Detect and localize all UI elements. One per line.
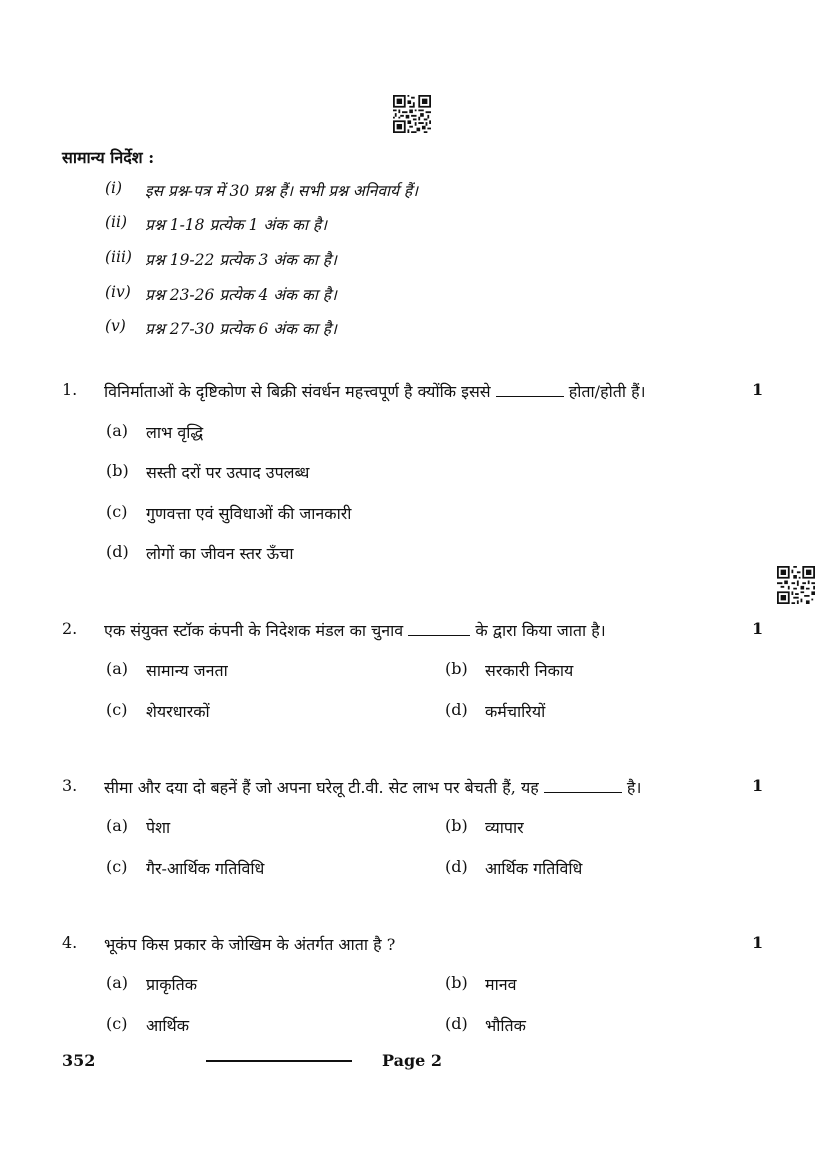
question-text	[104, 380, 646, 402]
instruction-text: प्रश्न 19-22 प्रत्येक 3 अंक का है।	[145, 251, 337, 269]
general-instructions-title: सामान्य निर्देश :	[62, 148, 155, 167]
option-letter: (c)	[106, 700, 128, 719]
option-text: मानव	[485, 975, 517, 994]
option-text: गैर-आर्थिक गतिविधि	[146, 859, 265, 878]
option-text: सामान्य जनता	[146, 661, 228, 680]
answer-blank	[496, 382, 564, 397]
option-letter: (b)	[106, 461, 129, 480]
option-item	[106, 816, 170, 838]
instruction-item	[105, 248, 337, 270]
question-text	[104, 776, 641, 798]
page-number: Page 2	[382, 1051, 443, 1070]
instruction-number: (v)	[105, 317, 126, 335]
option-item	[106, 1014, 189, 1036]
instruction-number: (iii)	[105, 248, 132, 266]
option-item	[106, 857, 264, 879]
instruction-text: प्रश्न 1-18 प्रत्येक 1 अंक का है।	[145, 216, 328, 234]
question-text-after: होता/होती हैं।	[568, 382, 646, 401]
option-letter: (d)	[445, 857, 468, 876]
instruction-number: (ii)	[105, 213, 128, 231]
option-item	[445, 700, 545, 722]
option-letter: (a)	[106, 816, 129, 835]
question-number: 2.	[62, 619, 78, 638]
option-text: कर्मचारियों	[485, 702, 546, 721]
instruction-item	[105, 283, 337, 305]
option-letter: (a)	[106, 421, 129, 440]
question-marks: 1	[752, 380, 764, 399]
answer-blank	[544, 778, 622, 793]
instruction-text: प्रश्न 27-30 प्रत्येक 6 अंक का है।	[145, 320, 337, 338]
instruction-text: प्रश्न 23-26 प्रत्येक 4 अंक का है।	[145, 286, 337, 304]
qr-code-side	[777, 566, 815, 604]
question-text-before: भूकंप किस प्रकार के जोखिम के अंतर्गत आता है ?	[104, 935, 396, 954]
instruction-item	[105, 213, 327, 235]
option-item	[445, 659, 573, 681]
option-letter: (d)	[106, 542, 129, 561]
option-item	[106, 659, 228, 681]
option-letter: (b)	[445, 659, 468, 678]
question-text	[104, 619, 606, 641]
option-text: पेशा	[146, 818, 171, 837]
question-number: 1.	[62, 380, 78, 399]
option-text: गुणवत्ता एवं सुविधाओं की जानकारी	[146, 504, 352, 523]
question-number: 3.	[62, 776, 78, 795]
option-text: सस्ती दरों पर उत्पाद उपलब्ध	[146, 463, 310, 482]
instruction-item	[105, 317, 337, 339]
option-item	[106, 502, 351, 524]
option-item	[445, 816, 524, 838]
option-letter: (d)	[445, 1014, 468, 1033]
answer-blank	[408, 621, 470, 636]
option-item	[106, 421, 203, 443]
option-item	[106, 542, 293, 564]
option-letter: (a)	[106, 973, 129, 992]
option-letter: (b)	[445, 973, 468, 992]
question-marks: 1	[752, 619, 764, 638]
question-text-before: सीमा और दया दो बहनें हैं जो अपना घरेलू टी.वी. सेट लाभ पर बेचती हैं, यह	[104, 778, 539, 797]
option-item	[106, 973, 197, 995]
instruction-number: (iv)	[105, 283, 131, 301]
option-letter: (c)	[106, 502, 128, 521]
option-text: आर्थिक गतिविधि	[485, 859, 583, 878]
option-item	[445, 1014, 526, 1036]
question-number: 4.	[62, 933, 78, 952]
option-item	[106, 700, 210, 722]
option-text: सरकारी निकाय	[485, 661, 574, 680]
option-text: प्राकृतिक	[146, 975, 198, 994]
option-text: आर्थिक	[146, 1016, 190, 1035]
option-letter: (a)	[106, 659, 129, 678]
option-text: शेयरधारकों	[146, 702, 210, 721]
option-letter: (b)	[445, 816, 468, 835]
question-text	[104, 933, 395, 955]
qr-code-top	[393, 95, 431, 133]
option-text: भौतिक	[485, 1016, 526, 1035]
question-text-after: है।	[626, 778, 642, 797]
option-letter: (c)	[106, 857, 128, 876]
question-marks: 1	[752, 776, 764, 795]
footer-divider	[206, 1060, 352, 1062]
question-text-before: विनिर्माताओं के दृष्टिकोण से बिक्री संवर्धन महत्त्वपूर्ण है क्योंकि इससे	[104, 382, 491, 401]
paper-code: 352	[62, 1051, 96, 1070]
question-text-before: एक संयुक्त स्टॉक कंपनी के निदेशक मंडल का चुनाव	[104, 621, 404, 640]
instruction-number: (i)	[105, 179, 123, 197]
option-letter: (d)	[445, 700, 468, 719]
instruction-text: इस प्रश्न-पत्र में 30 प्रश्न हैं। सभी प्रश्न अनिवार्य हैं।	[145, 182, 419, 200]
option-item	[445, 973, 517, 995]
question-marks: 1	[752, 933, 764, 952]
option-text: लाभ वृद्धि	[146, 423, 204, 442]
instruction-item	[105, 179, 418, 201]
option-text: व्यापार	[485, 818, 524, 837]
option-text: लोगों का जीवन स्तर ऊँचा	[146, 544, 294, 563]
option-item	[106, 461, 309, 483]
question-text-after: के द्वारा किया जाता है।	[475, 621, 606, 640]
option-item	[445, 857, 582, 879]
option-letter: (c)	[106, 1014, 128, 1033]
